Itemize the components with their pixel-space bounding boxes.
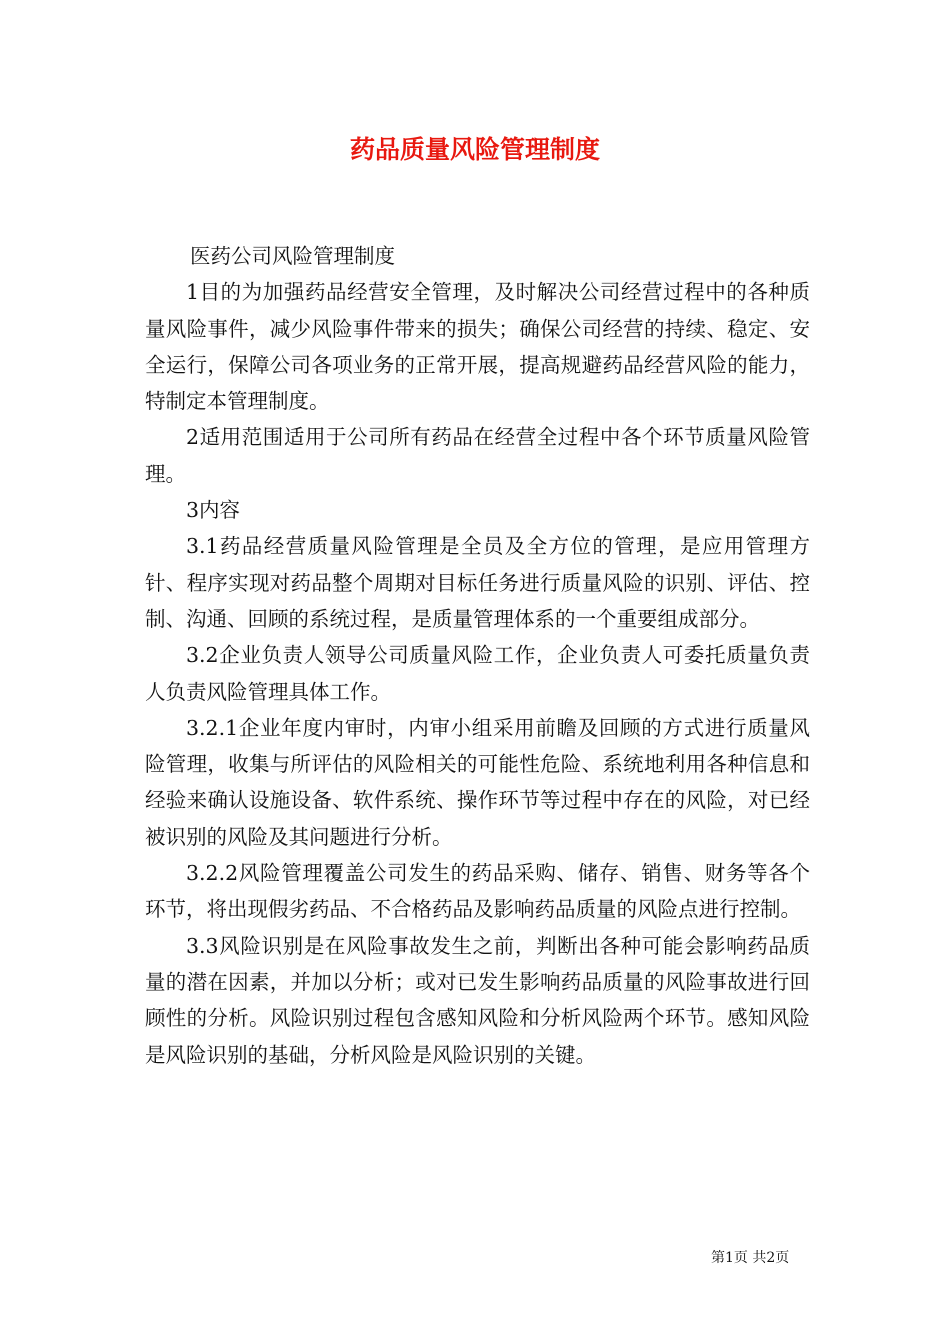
- paragraph-intro: 医药公司风险管理制度: [190, 244, 395, 268]
- document-body: [145, 238, 810, 1073]
- paragraph-3-3: 3.3风险识别是在风险事故发生之前，判断出各种可能会影响药品质量的潜在因素，并加以分析；或对已发生影响药品质量的风险事故进行回顾性的分析。风险识别过程包含感知风险和分析风险两个环节。感知风险是风险识别的基础，分析风险是风险识别的关键。: [145, 933, 810, 1067]
- paragraph-3-1: 3.1药品经营质量风险管理是全员及全方位的管理，是应用管理方针、程序实现对药品整个周期对目标任务进行质量风险的识别、评估、控制、沟通、回顾的系统过程，是质量管理体系的一个重要组成部分。: [145, 534, 810, 631]
- paragraph-purpose: 1目的为加强药品经营安全管理，及时解决公司经营过程中的各种质量风险事件，减少风险事件带来的损失；确保公司经营的持续、稳定、安全运行，保障公司各项业务的正常开展，提高规避药品经营风险的能力，特制定本管理制度。: [145, 280, 810, 414]
- page-number-footer: 第1页 共2页: [711, 1250, 790, 1266]
- paragraph-3-2: 3.2企业负责人领导公司质量风险工作，企业负责人可委托质量负责人负责风险管理具体工作。: [145, 643, 810, 704]
- paragraph-3-2-1: 3.2.1企业年度内审时，内审小组采用前瞻及回顾的方式进行质量风险管理，收集与所评估的风险相关的可能性危险、系统地利用各种信息和经验来确认设施设备、软件系统、操作环节等过程中存在的风险，对已经被识别的风险及其问题进行分析。: [145, 715, 810, 849]
- paragraph-3-2-2: 3.2.2风险管理覆盖公司发生的药品采购、储存、销售、财务等各个环节，将出现假劣药品、不合格药品及影响药品质量的风险点进行控制。: [145, 861, 810, 922]
- paragraph-scope: 2适用范围适用于公司所有药品在经营全过程中各个环节质量风险管理。: [145, 425, 810, 486]
- document-title: 药品质量风险管理制度: [349, 135, 600, 164]
- paragraph-content-heading: 3内容: [186, 498, 241, 523]
